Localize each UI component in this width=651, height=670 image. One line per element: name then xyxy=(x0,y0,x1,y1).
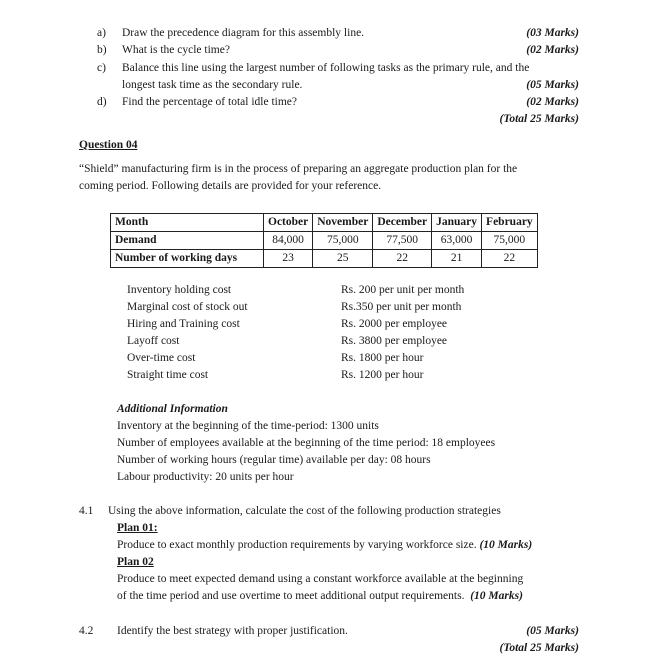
total-marks: (Total 25 Marks) xyxy=(499,113,579,125)
cost-value: Rs. 200 per unit per month xyxy=(341,284,465,296)
cost-value: Rs.350 per unit per month xyxy=(341,301,462,313)
table-header: Month xyxy=(111,214,264,232)
table-cell: 22 xyxy=(373,250,432,268)
additional-info-line: Labour productivity: 20 units per hour xyxy=(117,471,294,483)
plan1-marks: (10 Marks) xyxy=(479,539,533,551)
cost-label: Over-time cost xyxy=(127,352,196,364)
plan1-text xyxy=(117,539,532,551)
question-intro-line2: coming period. Following details are provided for your reference. xyxy=(79,180,382,192)
item-text: What is the cycle time? xyxy=(122,44,230,56)
item-text: Balance this line using the largest number of following tasks as the primary rule, and the xyxy=(122,62,530,74)
additional-info-line: Number of employees available at the beginning of the time period: 18 employees xyxy=(117,437,496,449)
question-heading: Question 04 xyxy=(79,139,138,151)
table-row xyxy=(111,250,538,268)
cost-label: Layoff cost xyxy=(127,335,180,347)
table-cell: 75,000 xyxy=(482,232,538,250)
table-cell: 23 xyxy=(264,250,313,268)
item-label: b) xyxy=(97,44,107,56)
table-cell: 75,000 xyxy=(313,232,373,250)
table-header: December xyxy=(373,214,432,232)
plan1-description: Produce to exact monthly production requirements by varying workforce size. xyxy=(117,539,477,551)
item-label: d) xyxy=(97,96,107,108)
subquestion-number: 4.1 xyxy=(79,505,94,517)
table-row-label: Demand xyxy=(111,232,264,250)
cost-label: Marginal cost of stock out xyxy=(127,301,248,313)
item-label: c) xyxy=(97,62,106,74)
cost-label: Inventory holding cost xyxy=(127,284,232,296)
item-marks: (02 Marks) xyxy=(526,96,579,108)
table-cell: 25 xyxy=(313,250,373,268)
demand-table xyxy=(110,213,538,268)
plan1-heading: Plan 01: xyxy=(117,522,158,534)
table-row xyxy=(111,232,538,250)
cost-value: Rs. 1800 per hour xyxy=(341,352,424,364)
item-marks: (03 Marks) xyxy=(526,27,579,39)
table-cell: 21 xyxy=(432,250,482,268)
additional-info-line: Inventory at the beginning of the time-period: 1300 units xyxy=(117,420,379,432)
item-label: a) xyxy=(97,27,106,39)
table-header: November xyxy=(313,214,373,232)
table-row-label: Number of working days xyxy=(111,250,264,268)
cost-value: Rs. 1200 per hour xyxy=(341,369,424,381)
cost-value: Rs. 3800 per employee xyxy=(341,335,448,347)
item-marks: (02 Marks) xyxy=(526,44,579,56)
cost-label: Hiring and Training cost xyxy=(127,318,240,330)
additional-info-heading: Additional Information xyxy=(117,403,228,415)
cost-value: Rs. 2000 per employee xyxy=(341,318,448,330)
additional-info-line: Number of working hours (regular time) available per day: 08 hours xyxy=(117,454,431,466)
table-header: February xyxy=(482,214,538,232)
question-intro-line1: “Shield” manufacturing firm is in the process of preparing an aggregate production plan for the xyxy=(79,163,518,175)
table-cell: 77,500 xyxy=(373,232,432,250)
table-cell: 63,000 xyxy=(432,232,482,250)
table-cell: 84,000 xyxy=(264,232,313,250)
table-cell: 22 xyxy=(482,250,538,268)
item-text-continued: longest task time as the secondary rule. xyxy=(122,79,303,91)
plan2-line1: Produce to meet expected demand using a constant workforce available at the beginning xyxy=(117,573,524,585)
plan2-marks: (10 Marks) xyxy=(470,590,523,602)
subquestion-text: Using the above information, calculate the cost of the following production strategies xyxy=(108,505,501,517)
item-text: Draw the precedence diagram for this assembly line. xyxy=(122,27,365,39)
plan2-line2: of the time period and use overtime to meet additional output requirements. xyxy=(117,590,465,602)
total-marks: (Total 25 Marks) xyxy=(499,642,579,654)
plan2-heading: Plan 02 xyxy=(117,556,154,568)
cost-label: Straight time cost xyxy=(127,369,209,381)
item-marks: (05 Marks) xyxy=(526,79,579,91)
subquestion-number: 4.2 xyxy=(79,625,94,637)
subquestion-text: Identify the best strategy with proper justification. xyxy=(117,625,348,637)
table-header-row xyxy=(111,214,538,232)
table-header: January xyxy=(432,214,482,232)
item-text: Find the percentage of total idle time? xyxy=(122,96,297,108)
table-header: October xyxy=(264,214,313,232)
subquestion-marks: (05 Marks) xyxy=(526,625,579,637)
plan2-text xyxy=(117,590,523,602)
